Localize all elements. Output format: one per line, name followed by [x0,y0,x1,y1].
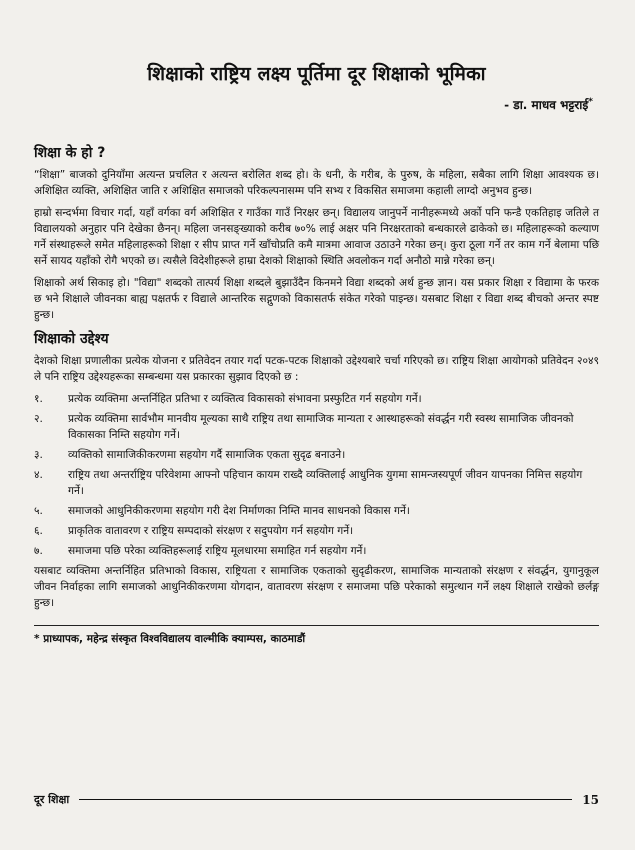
list-item [34,467,599,499]
list-item-number: ४. [34,469,43,481]
footer-rule [79,799,572,800]
paragraph-3: शिक्षाको अर्थ सिकाइ हो। "विद्या" शब्दको तात्पर्य शिक्षा शब्दले बुझाउँदैन किनमने विद्या शब्दको अर्थ हुन्छ ज्ञान। यस प्रकार शिक्षा र विद्यामा के फरक छ भने शिक्षाले जीवनका बाह्य पक्षतर्फ र विद्याले आन्तरिक सद्गुणको विकासतर्फ संकेत गरेको पाइन्छ। यसबाट शिक्षा र विद्या शब्द बीचको अन्तर स्पष्ट हुन्छ। [34,277,600,321]
author-name: - डा. माधव भट्टराई [504,98,589,112]
author-footnote: * प्राध्यापक, महेन्द्र संस्कृत विश्वविद्यालय वाल्मीकि क्याम्पस, काठमाडौं [34,633,306,645]
footnote-divider [34,625,599,626]
section-heading-what-is-education: शिक्षा के हो ? [34,145,106,161]
page-title: शिक्षाको राष्ट्रिय लक्ष्य पूर्तिमा दूर शिक्षाको भूमिका [147,63,486,85]
objectives-intro: देशको शिक्षा प्रणालीका प्रत्येक योजना र प्रतिवेदन तयार गर्दा पटक-पटक शिक्षाको उद्देश्यबारे चर्चा गरिएको छ। राष्ट्रिय शिक्षा आयोगको प्रतिवेदन २०४९ ले पनि राष्ट्रिय उद्देश्यहरूका सम्बन्धमा यस प्रकारका सुझाव दिएको छ : [34,355,599,383]
list-item [34,503,599,519]
page-number: 15 [582,792,599,807]
paragraph-2: हाम्रो सन्दर्भमा विचार गर्दा, यहाँ वर्गका वर्ग अशिक्षित र गाउँका गाउँ निरक्षर छन्। विद्यालय जानुपर्ने नानीहरूमध्ये अर्को पनि फन्डै एकतिहाइ जतिले त विद्यालयको अनुहार पनि देखेका छैनन्। महिला जनसङ्ख्याको करीब ७०% लाई अक्षर पनि निरक्षरताको बन्धकारले ढाकेको छ। महिलाहरूको कल्याण गर्ने संस्थाहरूले समेत महिलाहरूको शिक्षा र सीप प्राप्त गर्ने खाँचोप्रति कमै मात्रमा आवाज उठाउने गरेका छन्। कुरा ठूला गर्ने तर काम गर्ने बेलामा पछि सर्ने सायद यहाँको रोगै भएको छ। त्यसैले विदेशीहरूले हाम्रा देशको शिक्षाको स्थिति अवलोकन गर्दा अनौठो मान्ने गरेका छन्। [34,207,599,267]
list-item [34,411,599,443]
list-item-text: प्रत्येक व्यक्तिमा सार्वभौम मानवीय मूल्यका साथै राष्ट्रिय तथा सामाजिक मान्यता र आस्थाहरूको संवर्द्धन गरी स्वस्थ सामाजिक जीवनको विकासका निम्ति सहयोग गर्ने। [68,413,574,441]
list-item [34,447,599,463]
objectives-list [34,391,599,559]
list-item [34,391,599,407]
section-heading-objectives: शिक्षाको उद्देश्य [34,331,109,347]
objectives-closing: यसबाट व्यक्तिमा अन्तर्निहित प्रतिभाको विकास, राष्ट्रियता र सामाजिक एकताको सुदृढीकरण, सामाजिक मान्यताको संरक्षण र संवर्द्धन, युगानुकूल जीवन निर्वाहका लागि समाजको आधुनिकीकरणमा योगदान, वातावरण संरक्षण र समाजमा पछि परेकाको समुत्थान गर्ने लक्ष्य शिक्षाले राखेको छर्लङ्ग हुन्छ। [34,565,599,609]
page-footer [34,792,599,807]
list-item-text: प्रत्येक व्यक्तिमा अन्तर्निहित प्रतिभा र व्यक्तित्व विकासको संभावना प्रस्फुटित गर्न सहयोग गर्ने। [68,393,422,405]
list-item-number: २. [34,413,43,425]
paragraph-1: “शिक्षा” बाजको दुनियाँमा अत्यन्त प्रचलित र अत्यन्त बरोलित शब्द हो। के धनी, के गरीब, के पुरुष, के महिला, सबैका लागि शिक्षा आवश्यक छ। अशिक्षित व्यक्ति, अशिक्षित जाति र अशिक्षित समाजको परिकल्पनासम्म पनि सभ्य र विकसित समाजमा कहाली लाग्दो अनुभव हुन्छ। [34,169,599,197]
list-item-text: प्राकृतिक वातावरण र राष्ट्रिय सम्पदाको संरक्षण र सदुपयोग गर्न सहयोग गर्ने। [68,525,354,537]
list-item [34,523,599,539]
list-item-text: व्यक्तिको सामाजिकीकरणमा सहयोग गर्दै सामाजिक एकता सुदृढ बनाउने। [68,449,346,461]
list-item-number: ५. [34,505,43,517]
list-item-text: राष्ट्रिय तथा अन्तर्राष्ट्रिय परिवेशमा आफ्नो पहिचान कायम राख्दै व्यक्तिलाई आधुनिक युगमा सामन्जस्यपूर्ण जीवन यापनका निमित्त सहयोग गर्ने। [68,469,583,497]
list-item-text: समाजको आधुनिकीकरणमा सहयोग गरी देश निर्माणका निम्ति मानव साधनको विकास गर्ने। [68,505,410,517]
list-item-number: ७. [34,545,43,557]
author-line [34,96,593,113]
journal-name: दूर शिक्षा [34,793,70,806]
list-item-number: ६. [34,525,43,537]
author-footnote-mark: * [588,97,593,107]
list-item-text: समाजमा पछि परेका व्यक्तिहरूलाई राष्ट्रिय मूलधारमा समाहित गर्न सहयोग गर्ने। [68,545,367,557]
list-item-number: ३. [34,449,43,461]
list-item [34,543,599,559]
list-item-number: १. [34,393,43,405]
